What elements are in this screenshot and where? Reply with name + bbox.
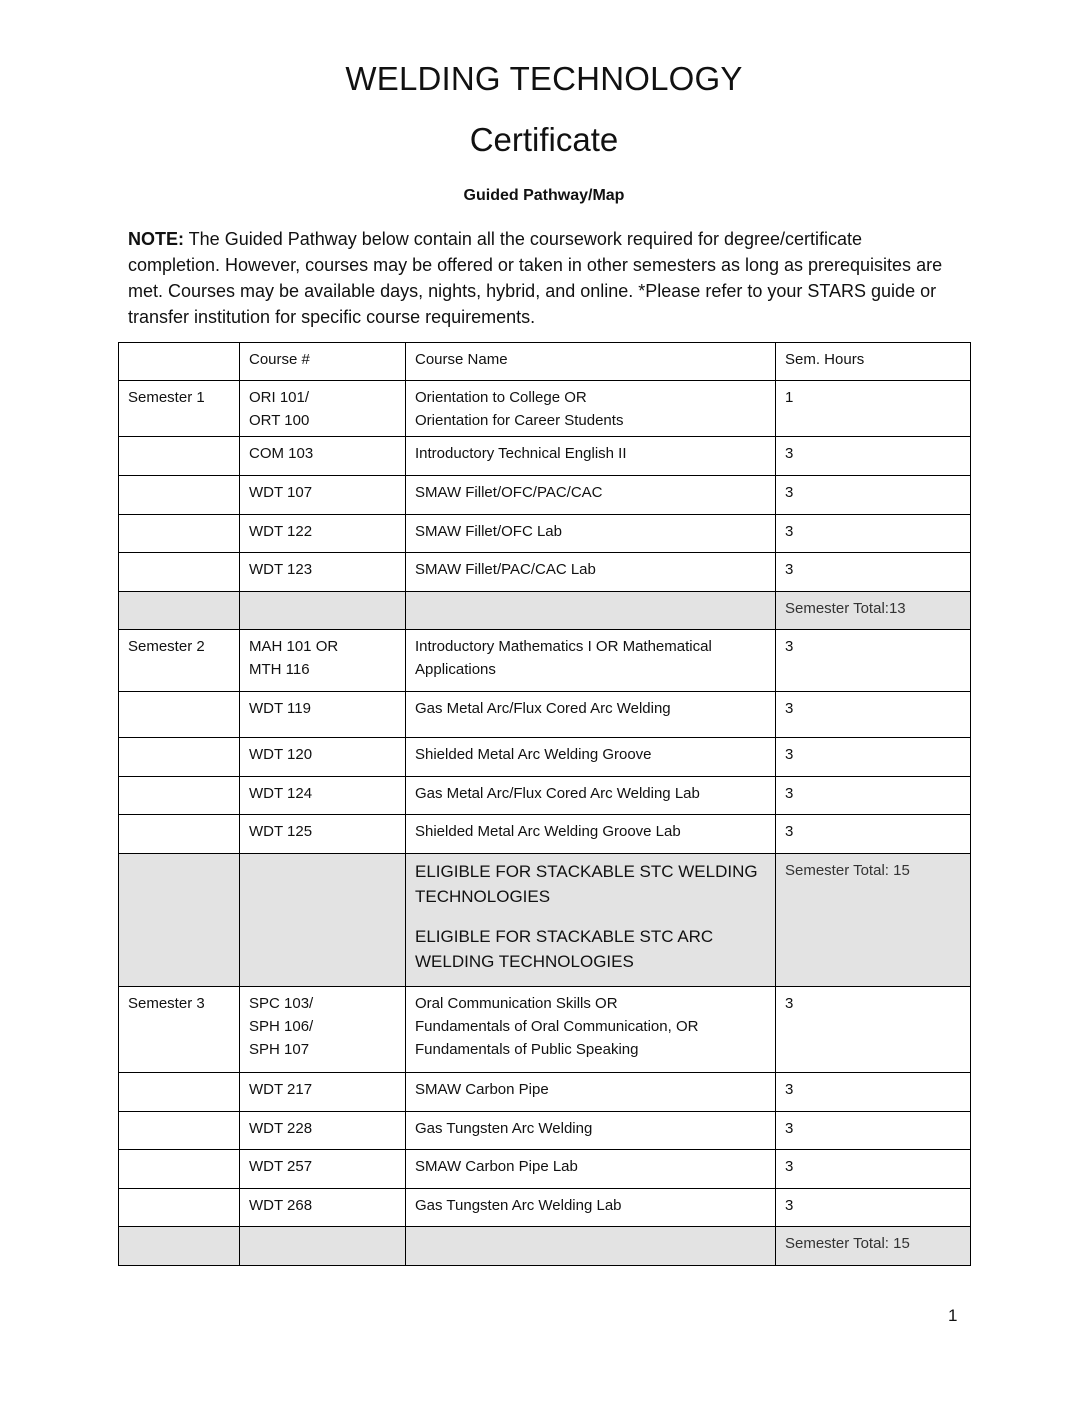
semester-cell	[119, 476, 240, 515]
course-name	[406, 1189, 776, 1227]
course-name-line: SMAW Carbon Pipe	[415, 1081, 549, 1098]
course-row	[119, 630, 971, 692]
semester-cell	[119, 1189, 240, 1227]
course-name-line: Gas Metal Arc/Flux Cored Arc Welding	[415, 700, 671, 717]
course-number-line: WDT 257	[249, 1158, 313, 1175]
course-row	[119, 692, 971, 738]
course-row	[119, 1112, 971, 1150]
course-name-line: SMAW Fillet/OFC/PAC/CAC	[415, 484, 603, 501]
course-name-line: Gas Tungsten Arc Welding	[415, 1120, 593, 1137]
course-number	[240, 738, 406, 777]
document-title: WELDING TECHNOLOGY	[345, 60, 743, 97]
course-number	[240, 692, 406, 738]
course-name	[406, 476, 776, 515]
total-empty-cell	[119, 1227, 240, 1266]
header-cell	[119, 343, 240, 381]
pathway-heading: Guided Pathway/Map	[463, 187, 625, 204]
course-number	[240, 630, 406, 692]
course-name-line: Oral Communication Skills OR	[415, 995, 618, 1012]
course-name	[406, 515, 776, 553]
course-name-line: Introductory Technical English II	[415, 445, 627, 462]
header-cell: Course Name	[406, 343, 776, 381]
course-name-line: Fundamentals of Public Speaking	[415, 1041, 639, 1058]
course-name	[406, 630, 776, 692]
sem-hours: 3	[776, 1073, 971, 1112]
course-map-table	[118, 342, 971, 1266]
course-name	[406, 381, 776, 437]
sem-hours: 3	[776, 476, 971, 515]
semester-cell	[119, 437, 240, 476]
note-label: NOTE:	[128, 229, 184, 249]
course-name-line: Fundamentals of Oral Communication, OR	[415, 1018, 699, 1035]
total-empty-cell	[119, 592, 240, 630]
course-name-line: SMAW Fillet/PAC/CAC Lab	[415, 561, 596, 578]
course-number-line: WDT 107	[249, 484, 313, 501]
course-number	[240, 987, 406, 1073]
semester-cell	[119, 1150, 240, 1189]
header-cell: Course #	[240, 343, 406, 381]
course-number-line: WDT 124	[249, 785, 313, 802]
semester-total-row	[119, 592, 971, 630]
course-row	[119, 515, 971, 553]
course-row	[119, 1189, 971, 1227]
course-number	[240, 777, 406, 815]
sem-hours: 3	[776, 553, 971, 592]
semester-label: Semester 1	[119, 381, 240, 437]
total-empty-cell	[406, 592, 776, 630]
sem-hours: 3	[776, 1189, 971, 1227]
course-row	[119, 476, 971, 515]
course-number	[240, 381, 406, 437]
course-name	[406, 1112, 776, 1150]
course-number	[240, 1189, 406, 1227]
header-cell: Sem. Hours	[776, 343, 971, 381]
course-number-line: WDT 217	[249, 1081, 313, 1098]
course-number	[240, 1150, 406, 1189]
sem-hours: 3	[776, 630, 971, 692]
semester-total: Semester Total:13	[776, 592, 971, 630]
sem-hours: 3	[776, 987, 971, 1073]
course-name-line: SMAW Carbon Pipe Lab	[415, 1158, 578, 1175]
course-number	[240, 476, 406, 515]
course-name	[406, 437, 776, 476]
course-name	[406, 553, 776, 592]
course-row	[119, 553, 971, 592]
course-number-line: SPC 103/	[249, 995, 314, 1012]
total-empty-cell	[119, 854, 240, 987]
total-empty-cell	[240, 854, 406, 987]
course-number-line: ORI 101/	[249, 389, 310, 406]
semester-total: Semester Total: 15	[776, 1227, 971, 1266]
course-number-line: SPH 106/	[249, 1018, 314, 1035]
course-name	[406, 777, 776, 815]
document-subtitle: Certificate	[469, 121, 619, 158]
course-row	[119, 381, 971, 437]
eligibility-note: ELIGIBLE FOR STACKABLE STC WELDING TECHNOLOGIES	[415, 862, 758, 906]
semester-cell	[119, 553, 240, 592]
course-number	[240, 815, 406, 854]
course-number-line: SPH 107	[249, 1041, 310, 1058]
course-number-line: WDT 122	[249, 523, 313, 540]
course-number-line: WDT 125	[249, 823, 313, 840]
course-row	[119, 987, 971, 1073]
total-empty-cell	[406, 1227, 776, 1266]
course-row	[119, 777, 971, 815]
course-name-line: Gas Metal Arc/Flux Cored Arc Welding Lab	[415, 785, 700, 802]
course-name-line: Orientation to College OR	[415, 389, 587, 406]
course-row	[119, 815, 971, 854]
course-number	[240, 1112, 406, 1150]
course-row	[119, 437, 971, 476]
course-name	[406, 738, 776, 777]
note-text: The Guided Pathway below contain all the coursework required for degree/certificate completion. However, courses may be offered or taken in other semesters as long as prerequisites are met. Courses may be available days, nights, hybrid, and online. *Please refer to your STARS guide or transfer institution for specific course requirements.	[128, 229, 943, 327]
semester-cell	[119, 815, 240, 854]
course-name	[406, 815, 776, 854]
sem-hours: 3	[776, 437, 971, 476]
course-name-line: Shielded Metal Arc Welding Groove	[415, 746, 652, 763]
header-row	[119, 343, 971, 381]
course-number	[240, 437, 406, 476]
course-name-line: Gas Tungsten Arc Welding Lab	[415, 1197, 622, 1214]
course-number-line: WDT 268	[249, 1197, 313, 1214]
sem-hours: 1	[776, 381, 971, 437]
course-row	[119, 1073, 971, 1112]
course-number-line: MAH 101 OR	[249, 638, 339, 655]
course-number	[240, 553, 406, 592]
course-name	[406, 1073, 776, 1112]
eligibility-cell	[406, 854, 776, 987]
sem-hours: 3	[776, 1150, 971, 1189]
course-number-line: WDT 119	[249, 700, 311, 717]
eligibility-note: ELIGIBLE FOR STACKABLE STC ARC WELDING TECHNOLOGIES	[415, 927, 714, 971]
semester-cell	[119, 1112, 240, 1150]
sem-hours: 3	[776, 1112, 971, 1150]
sem-hours: 3	[776, 777, 971, 815]
total-empty-cell	[240, 1227, 406, 1266]
course-name	[406, 1150, 776, 1189]
semester-total-row	[119, 854, 971, 987]
course-number-line: WDT 120	[249, 746, 313, 763]
course-row	[119, 1150, 971, 1189]
note-paragraph	[128, 226, 958, 330]
course-number-line: ORT 100	[249, 412, 310, 429]
sem-hours: 3	[776, 515, 971, 553]
semester-total: Semester Total: 15	[776, 854, 971, 987]
sem-hours: 3	[776, 815, 971, 854]
semester-label: Semester 3	[119, 987, 240, 1073]
semester-cell	[119, 515, 240, 553]
course-number-line: WDT 228	[249, 1120, 313, 1137]
course-number-line: COM 103	[249, 445, 314, 462]
course-name-line: Orientation for Career Students	[415, 412, 624, 429]
semester-cell	[119, 738, 240, 777]
course-name-line: Shielded Metal Arc Welding Groove Lab	[415, 823, 681, 840]
semester-cell	[119, 777, 240, 815]
course-number-line: WDT 123	[249, 561, 313, 578]
semester-cell	[119, 1073, 240, 1112]
course-name	[406, 692, 776, 738]
total-empty-cell	[240, 592, 406, 630]
semester-total-row	[119, 1227, 971, 1266]
sem-hours: 3	[776, 738, 971, 777]
course-name	[406, 987, 776, 1073]
course-number-line: MTH 116	[249, 661, 310, 678]
semester-label: Semester 2	[119, 630, 240, 692]
course-number	[240, 515, 406, 553]
course-row	[119, 738, 971, 777]
course-name-line: Introductory Mathematics I OR Mathematical Applications	[415, 638, 712, 678]
semester-cell	[119, 692, 240, 738]
course-name-line: SMAW Fillet/OFC Lab	[415, 523, 562, 540]
sem-hours: 3	[776, 692, 971, 738]
course-number	[240, 1073, 406, 1112]
page-number: 1	[948, 1306, 958, 1325]
